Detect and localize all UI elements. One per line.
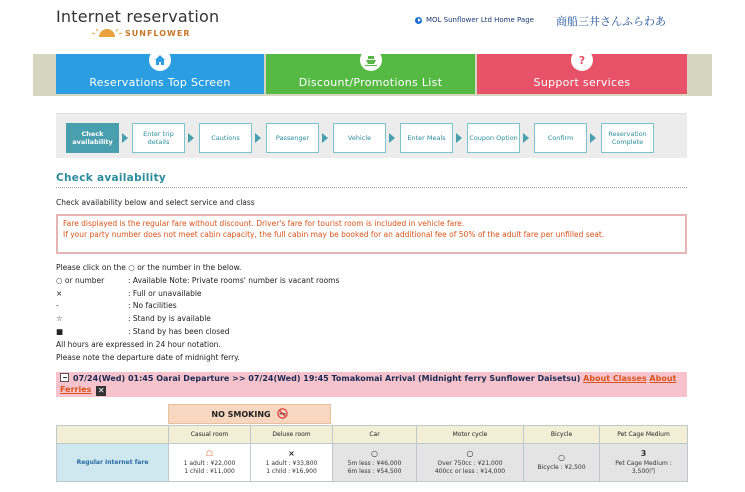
legend-intro: Please click on the ○ or the number in the below. [56,263,242,272]
fare-line: Bicycle : ¥2,500 [537,463,586,471]
midnight-note: Please note the departure date of midnight ferry. [56,352,240,362]
logo-text: SUNFLOWER [125,28,191,38]
fare-cell-motorcycle[interactable] [417,444,524,482]
no-smoking-label: NO SMOKING [211,409,271,419]
step-enter-trip-details: Enter trip details [132,123,185,153]
fare-line: 1 adult : ¥33,800 [265,459,318,467]
step-confirm: Confirm [534,123,587,153]
sun-logo-icon [92,29,122,37]
fare-line: 5m less : ¥46,000 [347,459,402,467]
question-icon [571,49,593,71]
home-page-link-label: MOL Sunflower Ltd Home Page [426,16,534,24]
legend-item [56,275,339,288]
about-classes-link[interactable]: About Classes [583,374,647,383]
column-header: Motor cycle [417,426,524,444]
row-label: Regular Internet fare [57,444,169,482]
fare-line: 1 child : ¥11,000 [184,467,235,475]
column-header: Pet Cage Medium [600,426,688,444]
fare-line: Pet Cage Medium : [615,459,672,467]
legend-symbol: ■ [56,326,64,336]
column-header: Car [333,426,417,444]
sunflower-logo[interactable] [92,27,190,39]
legend-desc: : Available Note: Private rooms' number is vacant rooms [128,275,340,285]
legend-symbol: × [56,288,63,298]
step-arrow-icon [523,133,529,143]
section-divider [56,187,687,188]
fare-symbol[interactable]: ☖ [205,448,214,458]
jp-brand-logo[interactable]: 商船三井さんふらわあ [556,15,666,28]
fare-line: Over 750cc : ¥21,000 [437,459,503,467]
fare-symbol: × [288,448,295,458]
step-arrow-icon [122,133,128,143]
step-arrow-icon [389,133,395,143]
step-enter-meals: Enter Meals [400,123,453,153]
legend-item [56,300,339,313]
step-arrow-icon [456,133,462,143]
step-arrow-icon [255,133,261,143]
no-smoking-header [168,404,331,424]
fare-cell-deluxe [251,444,333,482]
legend-item [56,326,339,339]
column-header: Bicycle [524,426,600,444]
tab-label: Support services [533,76,631,89]
fare-cell-car[interactable] [333,444,417,482]
step-reservation-complete: Reservation Complete [601,123,654,153]
no-smoking-icon [277,408,288,421]
column-header: Casual room [169,426,251,444]
notice-line: If your party number does not meet cabin capacity, the full cabin may be booked for an additional fee of 50% of the adult fare per unfilled seat. [63,229,605,239]
table-row [57,444,688,482]
column-header: Deluxe room [251,426,333,444]
legend-desc: : Stand by is available [128,314,211,324]
legend-desc: : Full or unavailable [128,288,202,298]
progress-stepper [56,113,687,158]
fare-line: 3,500円 [631,467,656,475]
step-arrow-icon [188,133,194,143]
step-passenger: Passenger [266,123,319,153]
fare-notice [56,214,687,254]
fare-table [56,425,688,482]
arrow-circle-icon [415,17,422,24]
tab-label: Reservations Top Screen [89,76,231,89]
legend-symbol: - [56,301,59,311]
step-check-availability: Check availability [66,123,119,153]
legend-item [56,313,339,326]
home-page-link[interactable] [415,16,534,24]
legend-desc: : No facilities [128,301,177,311]
fare-line: 6m less : ¥54,500 [347,467,402,475]
site-title: Internet reservation [56,7,220,26]
availability-legend [56,262,339,364]
ship-icon [360,49,382,71]
svg-text:?: ? [578,54,586,67]
legend-item [56,288,339,301]
fare-line: 1 child : ¥16,900 [266,467,317,475]
fare-line: 1 adult : ¥22,000 [183,459,236,467]
fare-symbol[interactable]: ○ [466,448,474,458]
route-header [56,372,687,397]
notice-line: Fare displayed is the regular fare without discount. Driver's fare for tourist room is included in vehicle fare. [63,219,465,228]
step-cautions: Cautions [199,123,252,153]
tab-label: Discount/Promotions List [298,76,443,89]
fare-cell-bicycle[interactable] [524,444,600,482]
legend-symbol: ○ or number [56,275,105,285]
step-arrow-icon [590,133,596,143]
step-vehicle: Vehicle [333,123,386,153]
fare-line: 400cc or less : ¥14,000 [434,467,506,475]
home-icon [149,49,171,71]
table-header-row [57,426,688,444]
route-text: 07/24(Wed) 01:45 Oarai Departure >> 07/24(Wed) 19:45 Tomakomai Arrival (Midnight ferry Sunflower Daisetsu) [73,374,581,383]
tab-support-services[interactable] [477,54,687,94]
tab-reservations-top[interactable] [56,54,264,94]
table-corner [57,426,169,444]
hours-note: All hours are expressed in 24 hour notation. [56,339,221,349]
legend-symbol: ☆ [56,314,63,324]
ferry-info-icon[interactable]: ✕ [97,386,105,395]
legend-desc: : Stand by has been closed [128,326,230,336]
step-arrow-icon [322,133,328,143]
about-ferries-link[interactable]: About Ferries [60,374,677,394]
tab-discount-promotions[interactable] [266,54,475,94]
fare-symbol[interactable]: ○ [371,448,378,458]
header [0,0,745,52]
fare-cell-pet-cage[interactable] [600,444,688,482]
step-coupon-option: Coupon Option [467,123,520,153]
fare-symbol[interactable]: ○ [558,452,565,462]
fare-number[interactable]: 3 [640,448,647,458]
page-title: Check availability [56,172,167,184]
fare-cell-casual[interactable] [169,444,251,482]
instruction-text: Check availability below and select service and class [56,198,255,207]
collapse-toggle-icon[interactable] [60,373,69,382]
